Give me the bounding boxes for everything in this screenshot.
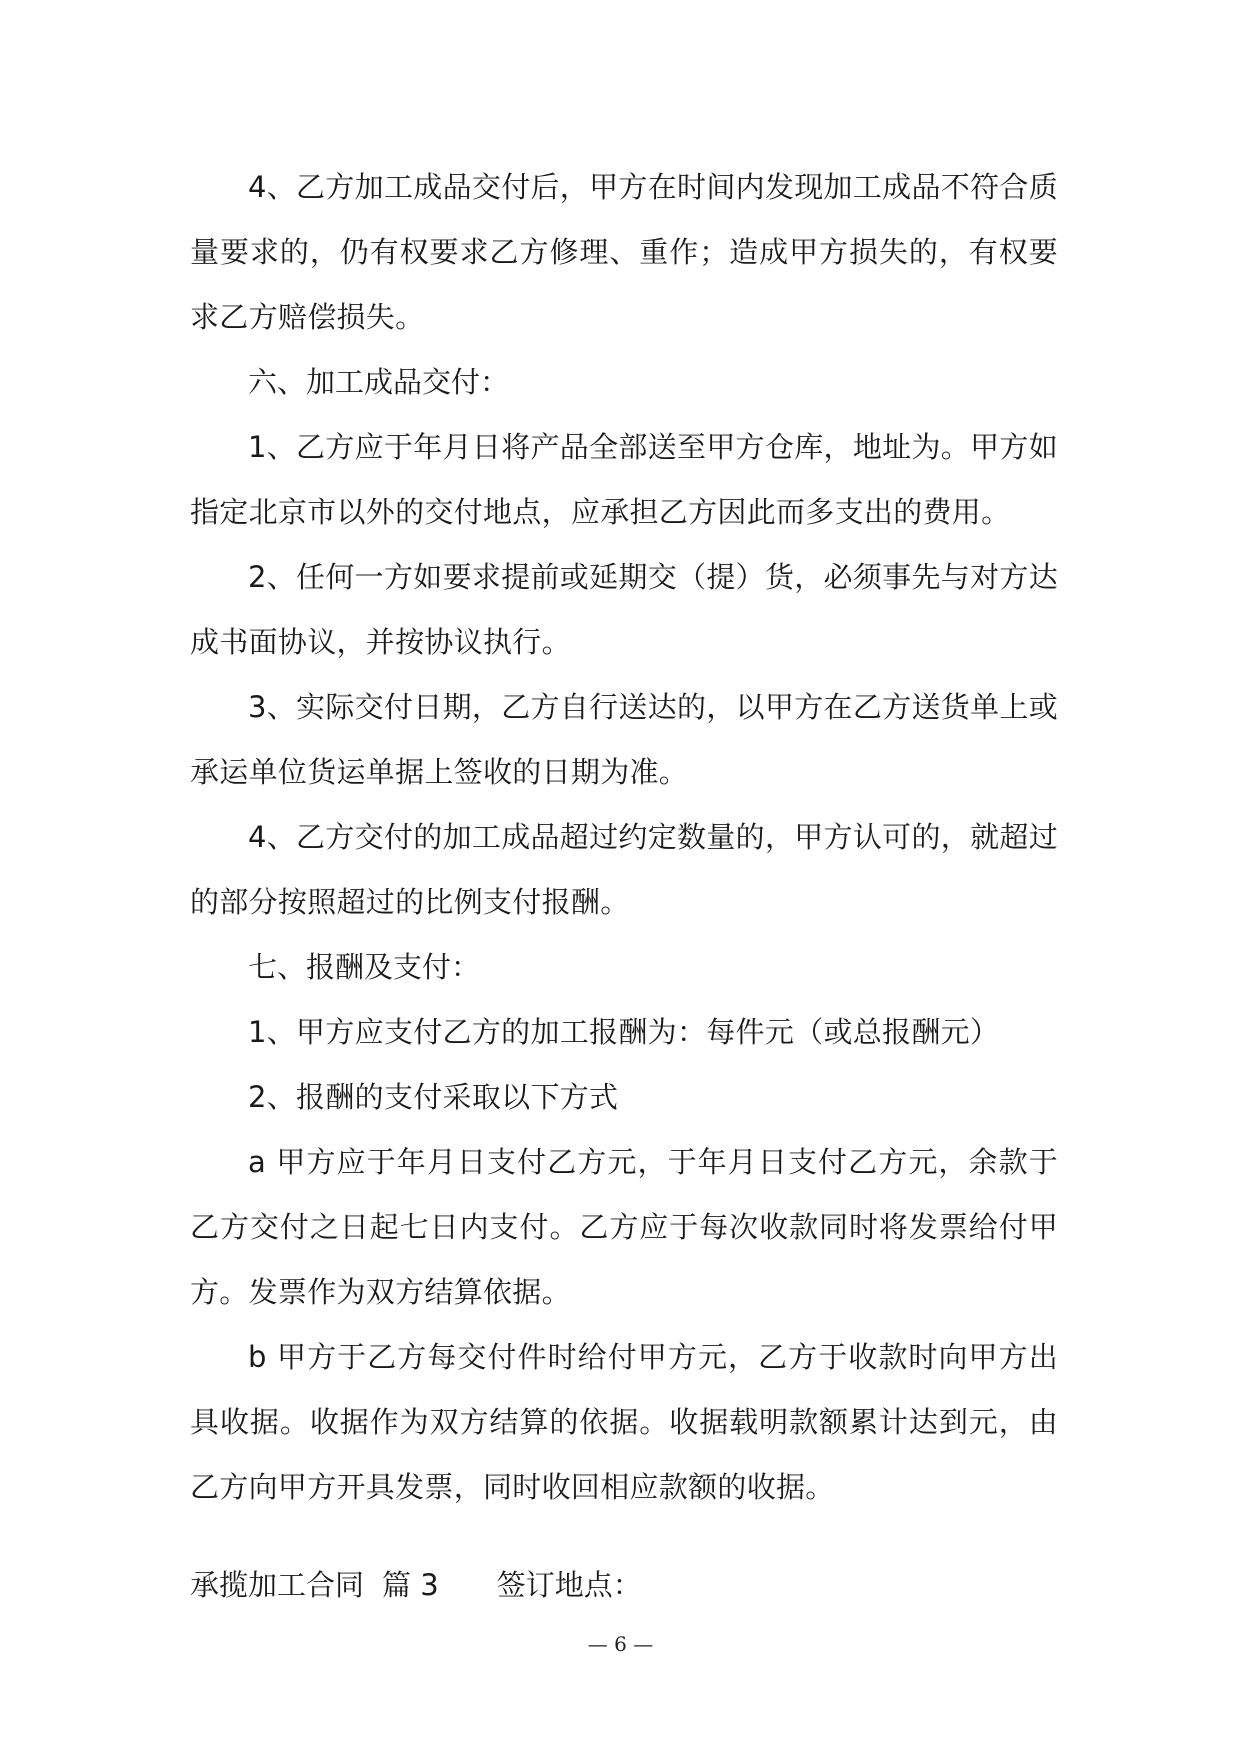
paragraph: a 甲方应于年月日支付乙方元，于年月日支付乙方元，余款于乙方交付之日起七日内支付。乙方应于每次收款同时将发票给付甲方。发票作为双方结算依据。 [190,1145,1058,1309]
page-number: — 6 — [587,1632,654,1656]
paragraph: 4、乙方交付的加工成品超过约定数量的，甲方认可的，就超过的部分按照超过的比例支付报酬。 [190,820,1058,919]
paragraph: 4、乙方加工成品交付后，甲方在时间内发现加工成品不符合质量要求的，仍有权要求乙方修理、重作；造成甲方损失的，有权要求乙方赔偿损失。 [190,170,1058,334]
section-heading: 六、加工成品交付： [248,365,510,399]
section-heading: 七、报酬及支付： [248,950,481,984]
paragraph: 1、甲方应支付乙方的加工报酬为：每件元（或总报酬元） [248,1015,1000,1049]
signing-place-label: 签订地点： [496,1568,642,1602]
document-body [190,155,1058,1520]
paragraph: 2、任何一方如要求提前或延期交（提）货，必须事先与对方达成书面协议，并按协议执行。 [190,560,1058,659]
contract-title-line [190,1565,642,1605]
paragraph: 2、报酬的支付采取以下方式 [248,1080,619,1114]
paragraph: 1、乙方应于年月日将产品全部送至甲方仓库，地址为。甲方如指定北京市以外的交付地点，应承担乙方因此而多支出的费用。 [190,430,1058,529]
paragraph: 3、实际交付日期，乙方自行送达的，以甲方在乙方送货单上或承运单位货运单据上签收的日期为准。 [190,690,1058,789]
paragraph: b 甲方于乙方每交付件时给付甲方元，乙方于收款时向甲方出具收据。收据作为双方结算的依据。收据载明款额累计达到元，由乙方向甲方开具发票，同时收回相应款额的收据。 [190,1340,1058,1504]
contract-title: 承揽加工合同 [190,1568,365,1602]
contract-part: 篇 3 [382,1568,439,1602]
